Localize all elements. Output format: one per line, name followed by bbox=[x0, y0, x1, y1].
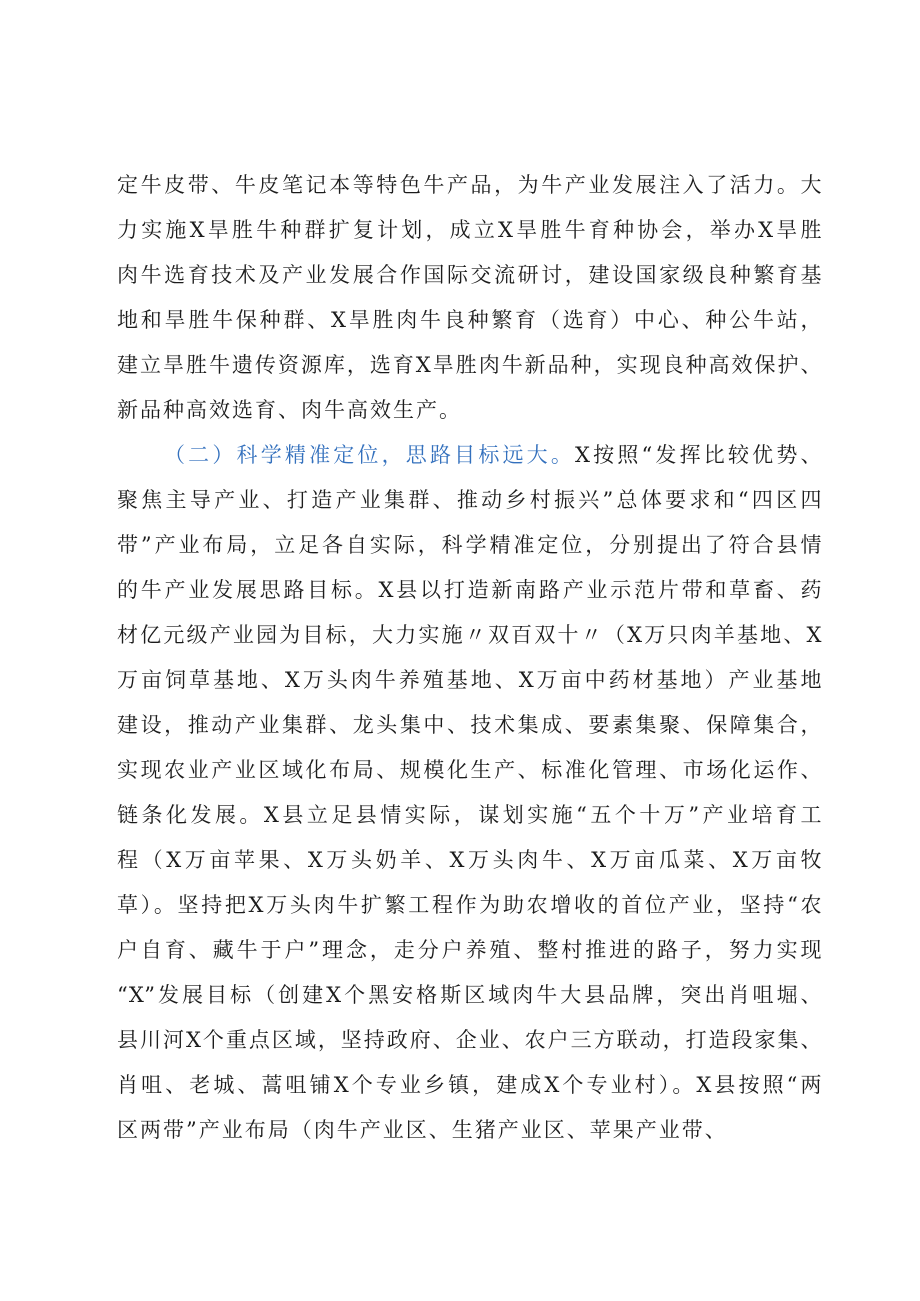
paragraph bbox=[117, 163, 822, 433]
text-line: 力实施X旱胜牛种群扩复计划，成立X旱胜牛育种协会，举办X旱胜 bbox=[117, 218, 822, 242]
text-line: “X”发展目标（创建X个黑安格斯区域肉牛大县品牌，突出肖咀堀、 bbox=[117, 983, 822, 1007]
text-line: 肖咀、老城、蒿咀铺X个专业乡镇，建成X个专业村）。X县按照“两 bbox=[117, 1073, 822, 1097]
text-segment: X按照“发挥比较优势、 bbox=[575, 443, 822, 467]
text-line: 户自育、藏牛于户”理念，走分户养殖、整村推进的路子，努力实现 bbox=[117, 938, 822, 962]
text-line: 区两带”产业布局（肉牛产业区、生猪产业区、苹果产业带、 bbox=[117, 1118, 728, 1142]
paragraph bbox=[117, 433, 822, 1153]
section-heading: （二）科学精准定位，思路目标远大。 bbox=[164, 443, 576, 467]
text-line: 草）。坚持把X万头肉牛扩繁工程作为助农增收的首位产业，坚持“农 bbox=[117, 893, 822, 917]
text-line: 实现农业产业区域化布局、规模化生产、标准化管理、市场化运作、 bbox=[117, 758, 822, 782]
text-line: 地和旱胜牛保种群、X旱胜肉牛良种繁育（选育）中心、种公牛站， bbox=[117, 308, 822, 332]
text-line: 聚焦主导产业、打造产业集群、推动乡村振兴”总体要求和“四区四 bbox=[117, 488, 822, 512]
text-line: 新品种高效选育、肉牛高效生产。 bbox=[117, 398, 462, 422]
text-line: 链条化发展。X县立足县情实际，谋划实施“五个十万”产业培育工 bbox=[117, 803, 822, 827]
text-line: 带”产业布局，立足各自实际，科学精准定位，分别提出了符合县情 bbox=[117, 533, 822, 557]
text-line: 程（X万亩苹果、X万头奶羊、X万头肉牛、X万亩瓜菜、X万亩牧 bbox=[117, 848, 822, 872]
text-line: 的牛产业发展思路目标。X县以打造新南路产业示范片带和草畜、药 bbox=[117, 578, 822, 602]
text-line: 建立旱胜牛遗传资源库，选育X旱胜肉牛新品种，实现良种高效保护、 bbox=[117, 353, 822, 377]
text-line: 肉牛选育技术及产业发展合作国际交流研讨，建设国家级良种繁育基 bbox=[117, 263, 822, 287]
text-line: 材亿元级产业园为目标，大力实施〃双百双十〃（X万只肉羊基地、X bbox=[117, 623, 822, 647]
text-line: 建设，推动产业集群、龙头集中、技术集成、要素集聚、保障集合， bbox=[117, 713, 822, 737]
document-body bbox=[117, 163, 822, 1153]
text-line: 定牛皮带、牛皮笔记本等特色牛产品，为牛产业发展注入了活力。大 bbox=[117, 173, 822, 197]
text-line: 万亩饲草基地、X万头肉牛养殖基地、X万亩中药材基地）产业基地 bbox=[117, 668, 822, 692]
text-line: 县川河X个重点区域，坚持政府、企业、农户三方联动，打造段家集、 bbox=[117, 1028, 822, 1052]
text-line bbox=[117, 433, 822, 478]
